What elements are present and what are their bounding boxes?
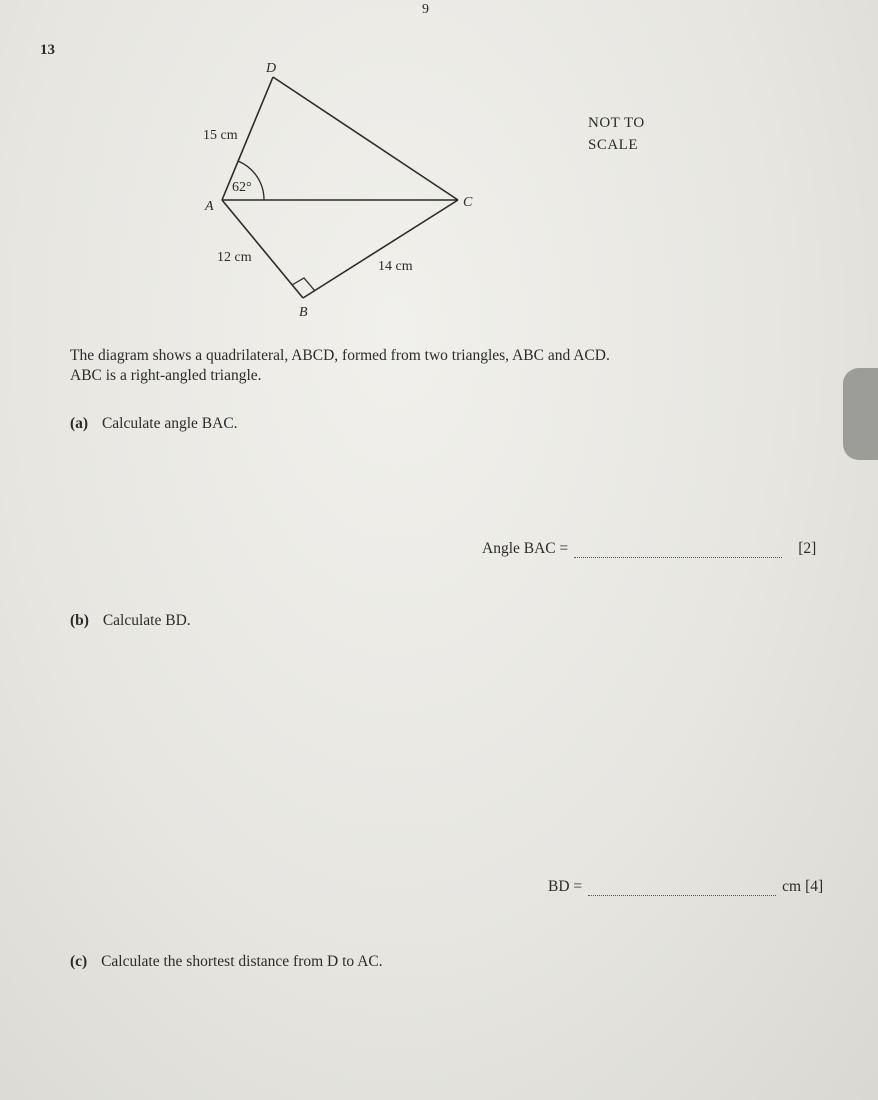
edge-AB: [222, 200, 303, 298]
part-a-answer-line[interactable]: [574, 543, 782, 558]
part-c-text: Calculate the shortest distance from D to AC.: [101, 953, 383, 970]
vertex-label-C: C: [463, 195, 473, 210]
intro-line-1: The diagram shows a quadrilateral, ABCD, formed from two triangles, ABC and ACD.: [70, 347, 610, 364]
note-line-1: NOT TO: [588, 115, 645, 131]
not-to-scale-note: [588, 112, 645, 156]
vertex-label-B: B: [299, 305, 308, 320]
edge-DC: [273, 77, 458, 200]
side-label-BC: 14 cm: [378, 259, 413, 274]
part-b-letter: (b): [70, 612, 89, 629]
part-b-marks: [4]: [805, 878, 824, 895]
vertex-label-A: A: [205, 199, 214, 214]
part-b-question: [70, 612, 191, 630]
part-a-letter: (a): [70, 415, 89, 432]
angle-label: 62°: [232, 180, 252, 195]
part-b-text: Calculate BD.: [102, 612, 191, 629]
scroll-handle[interactable]: [843, 368, 878, 460]
question-intro: [70, 346, 610, 386]
part-b-answer-label: BD =: [548, 878, 583, 895]
part-b-answer-line[interactable]: [588, 881, 776, 896]
vertex-label-D: D: [266, 61, 277, 76]
part-a-answer-label: Angle BAC =: [482, 540, 569, 557]
part-a-question: [70, 415, 238, 433]
question-number: 13: [40, 42, 55, 58]
side-label-AD: 15 cm: [203, 128, 238, 143]
part-a-marks: [2]: [798, 540, 817, 557]
page-number: 9: [422, 2, 429, 17]
intro-line-2: ABC is a right-angled triangle.: [70, 367, 262, 384]
part-a-answer-row: [482, 540, 816, 558]
note-line-2: SCALE: [588, 137, 639, 153]
part-b-unit: cm: [782, 878, 802, 895]
part-a-text: Calculate angle BAC.: [101, 415, 238, 432]
side-label-AB: 12 cm: [217, 250, 252, 265]
part-b-answer-row: [548, 878, 823, 896]
part-c-question: [70, 953, 383, 971]
part-c-letter: (c): [70, 953, 88, 970]
edge-BC: [303, 200, 458, 298]
